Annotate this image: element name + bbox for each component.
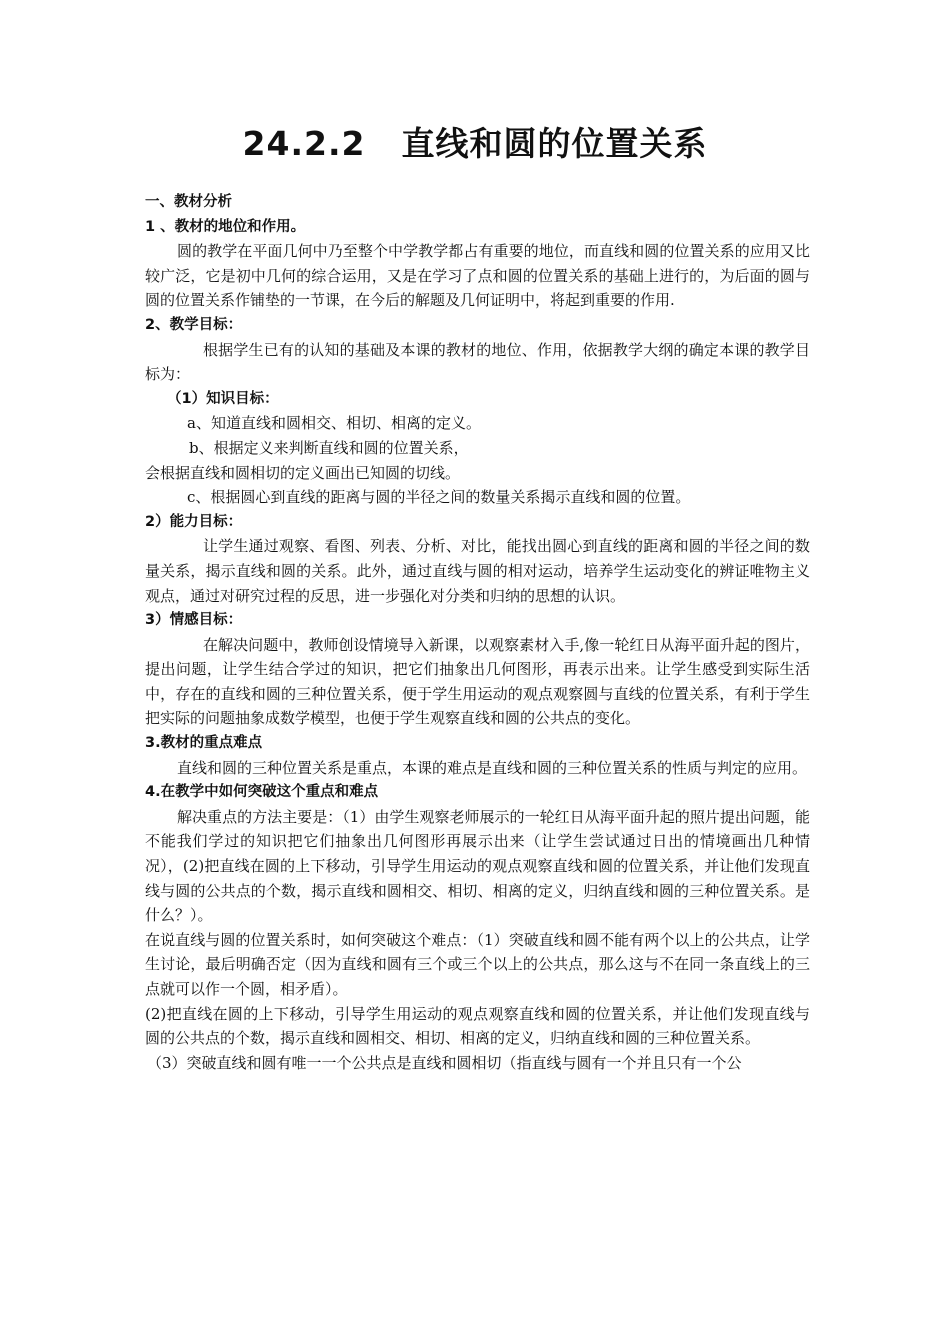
paragraph-key-difficult: 直线和圆的三种位置关系是重点，本课的难点是直线和圆的三种位置关系的性质与判定的应用。: [177, 758, 808, 777]
paragraph-position-role: 圆的教学在平面几何中乃至整个中学教学都占有重要的地位，而直线和圆的位置关系的应用又比较广泛，它是初中几何的综合运用，又是在学习了点和圆的位置关系的基础上进行的，为后面的圆与圆的位置关系作铺垫的一节课，在今后的解题及几何证明中，将起到重要的作用.: [145, 242, 810, 310]
heading-knowledge-goals: （1）知识目标：: [167, 390, 279, 407]
paragraph-ability-goals: 让学生通过观察、看图、列表、分析、对比，能找出圆心到直线的距离和圆的半径之间的数量关系，揭示直线和圆的关系。此外，通过直线与圆的相对运动，培养学生运动变化的辨证唯物主义观点，通过对研究过程的反思，进一步强化对分类和归纳的思想的认识。: [145, 537, 810, 605]
list-item-b: b、根据定义来判断直线和圆的位置关系，: [189, 438, 469, 457]
heading-teaching-goals: 2、教学目标：: [145, 316, 243, 333]
heading-key-difficult: 3.教材的重点难点: [145, 735, 263, 752]
paragraph-teaching-goals: 根据学生已有的认知的基础及本课的教材的地位、作用，依据教学大纲的确定本课的教学目标为：: [145, 340, 810, 384]
paragraph-unique-point: （3）突破直线和圆有唯一一个公共点是直线和圆相切（指直线与圆有一个并且只有一个公: [147, 1053, 742, 1072]
paragraph-move-line: (2)把直线在圆的上下移动，引导学生用运动的观点观察直线和圆的位置关系，并让他们发现直线与圆的公共点的个数，揭示直线和圆相交、相切、相离的定义，归纳直线和圆的三种位置关系。: [145, 1004, 810, 1048]
heading-textbook-analysis: 一、教材分析: [145, 194, 232, 210]
list-item-a: a、知道直线和圆相交、相切、相离的定义。: [187, 414, 481, 433]
heading-ability-goals: 2）能力目标：: [145, 513, 243, 530]
section-number: 24.2.2: [242, 124, 366, 163]
list-item-b-continued: 会根据直线和圆相切的定义画出已知圆的切线。: [145, 463, 461, 482]
list-item-c: c、根据圆心到直线的距离与圆的半径之间的数量关系揭示直线和圆的位置。: [187, 488, 691, 507]
heading-position-role: 1 、教材的地位和作用。: [145, 218, 306, 235]
paragraph-method-difficult: 在说直线与圆的位置关系时，如何突破这个难点：（1）突破直线和圆不能有两个以上的公共点，让学生讨论，最后明确否定（因为直线和圆有三个或三个以上的公共点，那么这与不在同一条直线上的三点就可以作一个圆，相矛盾）。: [145, 930, 810, 998]
page-title: [0, 118, 950, 165]
heading-how-to-break-through: 4.在教学中如何突破这个重点和难点: [145, 784, 379, 801]
document-body: [145, 190, 810, 1075]
heading-emotion-goals: 3）情感目标：: [145, 612, 243, 629]
title-text: 直线和圆的位置关系: [401, 124, 708, 163]
paragraph-method-key: 解决重点的方法主要是：（1）由学生观察老师展示的一轮红日从海平面升起的照片提出问题，能不能我们学过的知识把它们抽象出几何图形再展示出来（让学生尝试通过日出的情境画出几种情况），(2)把直线在圆的上下移动，引导学生用运动的观点观察直线和圆的位置关系，并让他们发现直线与圆的公共点的个数，揭示直线和圆相交、相切、相离的定义，归纳直线和圆的三种位置关系。是什么？）。: [145, 807, 810, 925]
paragraph-emotion-goals: 在解决问题中，教师创设情境导入新课，以观察素材入手,像一轮红日从海平面升起的图片，提出问题，让学生结合学过的知识，把它们抽象出几何图形，再表示出来。让学生感受到实际生活中，存在的直线和圆的三种位置关系，便于学生用运动的观点观察圆与直线的位置关系，有利于学生把实际的问题抽象成数学模型，也便于学生观察直线和圆的公共点的变化。: [145, 635, 810, 728]
